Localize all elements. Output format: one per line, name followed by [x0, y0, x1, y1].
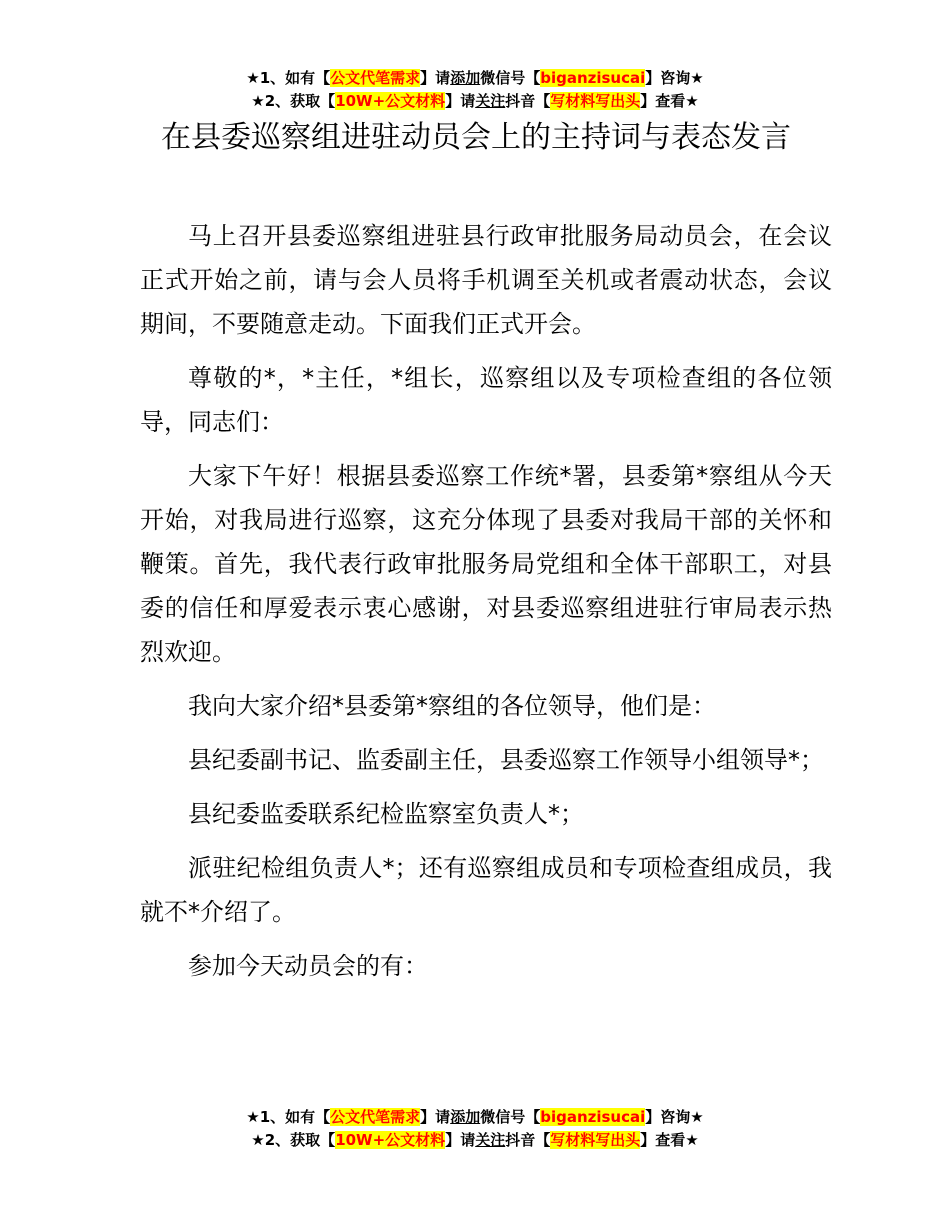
banner-underline: 关注	[475, 1131, 506, 1149]
paragraph: 尊敬的*，*主任，*组长，巡察组以及专项检查组的各位领导，同志们：	[140, 364, 832, 436]
banner-line-1	[0, 1106, 950, 1129]
banner-text: ★1、如有【	[246, 69, 331, 87]
banner-text: 抖音【	[505, 92, 551, 110]
paragraph: 县纪委监委联系纪检监察室负责人*；	[188, 800, 584, 828]
banner-text: 微信号【	[480, 1108, 541, 1126]
banner-highlight: 10W+公文材料	[335, 92, 446, 110]
banner-underline: 添加	[450, 1108, 481, 1126]
banner-text: 】咨询★	[645, 69, 704, 87]
paragraph: 我向大家介绍*县委第*察组的各位领导，他们是：	[188, 692, 716, 720]
paragraph: 大家下午好！根据县委巡察工作统*署，县委第*察组从今天开始，对我局进行巡察，这充分体现了县委对我局干部的关怀和鞭策。首先，我代表行政审批服务局党组和全体干部职工，对县委的信任和厚爱表示衷心感谢，对县委巡察组进驻行审局表示热烈欢迎。	[140, 462, 832, 666]
banner-text: 】请	[420, 69, 451, 87]
banner-highlight: 公文代笔需求	[330, 69, 421, 87]
banner-underline: 添加	[450, 69, 481, 87]
banner-text: 】请	[420, 1108, 451, 1126]
banner-line-2	[0, 1129, 950, 1152]
banner-text: 】查看★	[640, 92, 699, 110]
banner-text: 】咨询★	[645, 1108, 704, 1126]
banner-text: 】请	[445, 92, 476, 110]
banner-text: ★2、获取【	[251, 92, 336, 110]
banner-highlight: 公文代笔需求	[330, 1108, 421, 1126]
paragraph: 派驻纪检组负责人*；还有巡察组成员和专项检查组成员，我就不*介绍了。	[140, 854, 832, 926]
banner-highlight: biganzisucai	[540, 1108, 646, 1126]
document-title: 在县委巡察组进驻动员会上的主持词与表态发言	[161, 120, 791, 155]
banner-highlight: biganzisucai	[540, 69, 646, 87]
banner-highlight: 写材料写出头	[550, 1131, 641, 1149]
banner-underline: 关注	[475, 92, 506, 110]
paragraph: 参加今天动员会的有：	[188, 952, 428, 980]
banner-text: 抖音【	[505, 1131, 551, 1149]
paragraph: 县纪委副书记、监委副主任，县委巡察工作领导小组领导*；	[188, 746, 824, 774]
banner-text: 】查看★	[640, 1131, 699, 1149]
banner-text: ★2、获取【	[251, 1131, 336, 1149]
banner-highlight: 10W+公文材料	[335, 1131, 446, 1149]
paragraph: 马上召开县委巡察组进驻县行政审批服务局动员会，在会议正式开始之前，请与会人员将手机调至关机或者震动状态，会议期间，不要随意走动。下面我们正式开会。	[140, 222, 832, 338]
banner-line-1	[0, 67, 950, 90]
footer-banner	[0, 1106, 950, 1152]
document-body	[140, 214, 832, 998]
banner-text: 微信号【	[480, 69, 541, 87]
banner-highlight: 写材料写出头	[550, 92, 641, 110]
header-banner	[0, 67, 950, 113]
banner-line-2	[0, 90, 950, 113]
banner-text: ★1、如有【	[246, 1108, 331, 1126]
banner-text: 】请	[445, 1131, 476, 1149]
